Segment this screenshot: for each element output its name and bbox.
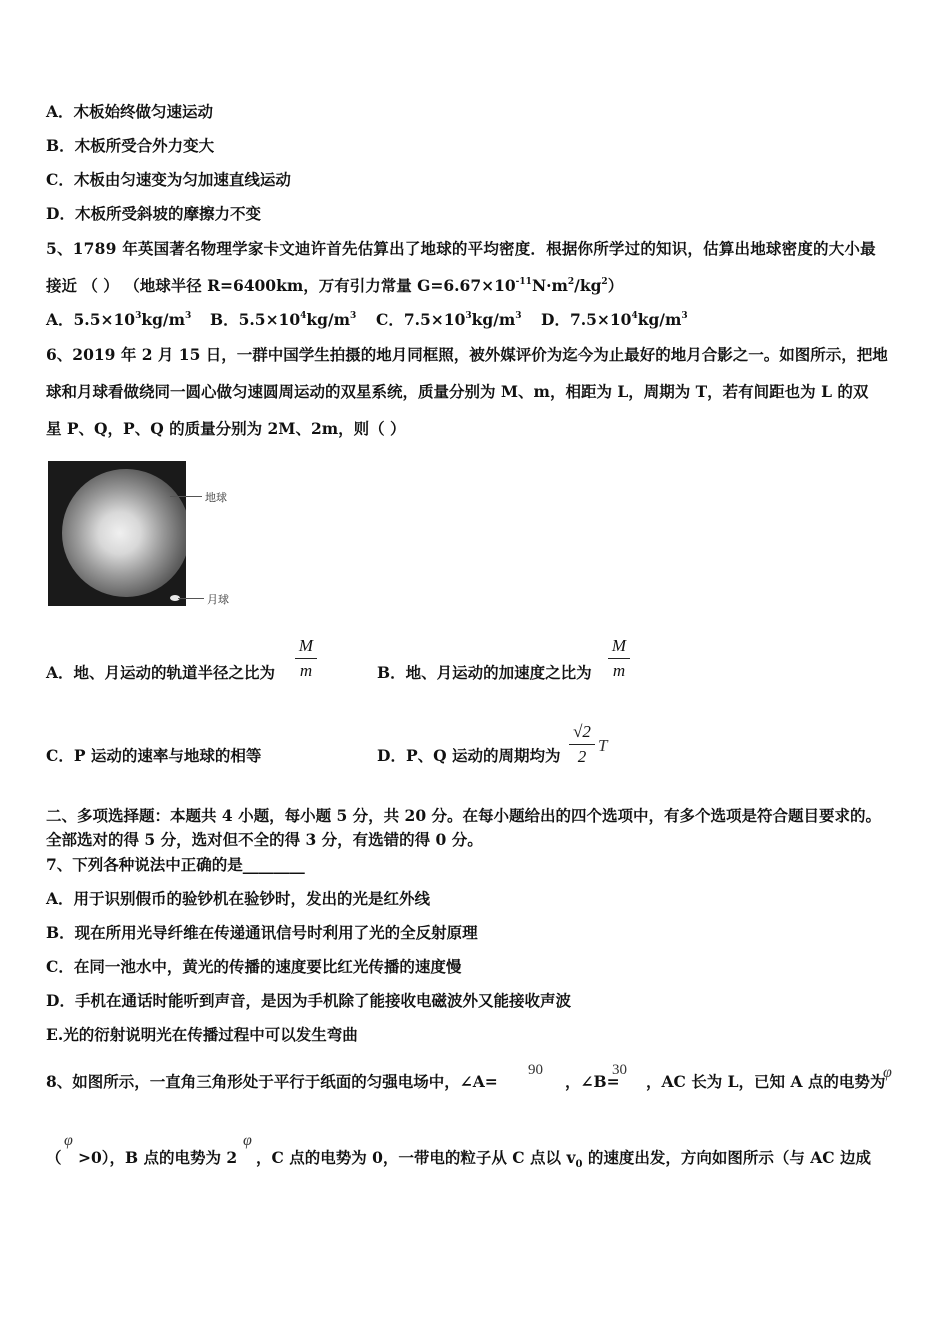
fraction-numerator: M	[295, 636, 317, 659]
fraction-numerator: M	[608, 636, 630, 659]
section2-header-line1: 二、多项选择题：本题共 4 小题，每小题 5 分，共 20 分。在每小题给出的四个选项中，有多个选项是符合题目要求的。	[46, 806, 882, 825]
q8-stem-line1-b: ，∠B=	[565, 1072, 620, 1091]
earth-label: 地球	[205, 491, 227, 504]
q6-stem-line3: 星 P、Q，P、Q 的质量分别为 2M、2m，则（ ）	[46, 419, 406, 438]
q8-angle-a-value: 90	[528, 1062, 543, 1078]
q6-option-b: B．地、月运动的加速度之比为	[377, 663, 592, 682]
q4-option-c: C．木板由匀速变为匀加速直线运动	[46, 170, 291, 189]
q5-stem-line2: 接近 （ ） （地球半径 R=6400km，万有引力常量 $G=6.67\times 10^{-11}N\cdot m^2/kg^2$）	[46, 276, 624, 295]
q7-option-a: A．用于识别假币的验钞机在验钞时，发出的光是红外线	[46, 889, 431, 908]
q5-option-b: B．$5.5\times 10^4kg/m^3$	[210, 310, 357, 329]
q7-option-e: E.光的衍射说明光在传播过程中可以发生弯曲	[46, 1025, 358, 1044]
q8-stem-line2-a: （	[46, 1148, 62, 1167]
q7-option-c: C．在同一池水中，黄光的传播的速度要比红光传播的速度慢	[46, 957, 462, 976]
q8-stem-line2-c: ，C 点的电势为 0，一带电的粒子从 C 点以 $v_0$ 的速度出发，方向如图所示（与 AC 边成	[256, 1148, 871, 1171]
q6-stem-line1: 6、2019 年 2 月 15 日，一群中国学生拍摄的地月同框照，被外媒评价为迄今为止最好的地月合影之一。如图所示，把地	[46, 345, 888, 364]
q6-option-b-fraction	[608, 636, 630, 683]
q4-option-a: A．木板始终做匀速运动	[46, 102, 214, 121]
q8-phi-symbol-3: φ	[243, 1132, 252, 1149]
moon-label: 月球	[207, 593, 229, 606]
q6-option-c: C．P 运动的速率与地球的相等	[46, 746, 262, 765]
q6-option-d-period-var: T	[598, 736, 608, 755]
q8-phi-symbol-2: φ	[64, 1132, 73, 1149]
q5-option-d: D．$7.5\times 10^4kg/m^3$	[541, 310, 688, 329]
q6-option-a: A．地、月运动的轨道半径之比为	[46, 663, 276, 682]
fraction-numerator: √2	[569, 722, 595, 745]
q7-option-d: D．手机在通话时能听到声音，是因为手机除了能接收电磁波外又能接收声波	[46, 991, 571, 1010]
q6-stem-line2: 球和月球看做绕同一圆心做匀速圆周运动的双星系统，质量分别为 M、m，相距为 L，周期为 T，若有间距也为 L 的双	[46, 382, 869, 401]
q4-option-d: D．木板所受斜坡的摩擦力不变	[46, 204, 261, 223]
q7-stem: 7、下列各种说法中正确的是________	[46, 855, 305, 874]
fraction-denominator: 2	[577, 747, 587, 766]
q7-option-b: B．现在所用光导纤维在传递通讯信号时利用了光的全反射原理	[46, 923, 478, 942]
q8-stem-line2-b: >0），B 点的电势为 2	[78, 1148, 238, 1167]
earth-pointer-line	[170, 496, 202, 497]
earth-moon-photo	[48, 461, 186, 606]
q6-option-a-fraction	[295, 636, 317, 683]
q6-option-d: D．P、Q 运动的周期均为	[377, 746, 561, 765]
q8-angle-b-value: 30	[612, 1062, 627, 1078]
q4-option-b: B．木板所受合外力变大	[46, 136, 215, 155]
fraction-denominator: m	[612, 661, 626, 680]
earth-disc-image	[62, 469, 186, 597]
moon-pointer-line	[178, 598, 204, 599]
section2-header-line2: 全部选对的得 5 分，选对但不全的得 3 分，有选错的得 0 分。	[46, 830, 483, 849]
q5-option-c: C．$7.5\times 10^3kg/m^3$	[376, 310, 522, 329]
fraction-denominator: m	[299, 661, 313, 680]
q5-option-a: A．$5.5\times 10^3kg/m^3$	[46, 310, 192, 329]
q8-stem-line1-c: ，AC 长为 L，已知 A 点的电势为	[646, 1072, 886, 1091]
q6-option-d-fraction	[569, 722, 595, 769]
q8-stem-line1: 8、如图所示，一直角三角形处于平行于纸面的匀强电场中，∠A=	[46, 1072, 498, 1091]
q8-phi-symbol-1: φ	[883, 1064, 892, 1081]
q5-stem-line1: 5、1789 年英国著名物理学家卡文迪许首先估算出了地球的平均密度．根据你所学过的知识，估算出地球密度的大小最	[46, 239, 876, 258]
